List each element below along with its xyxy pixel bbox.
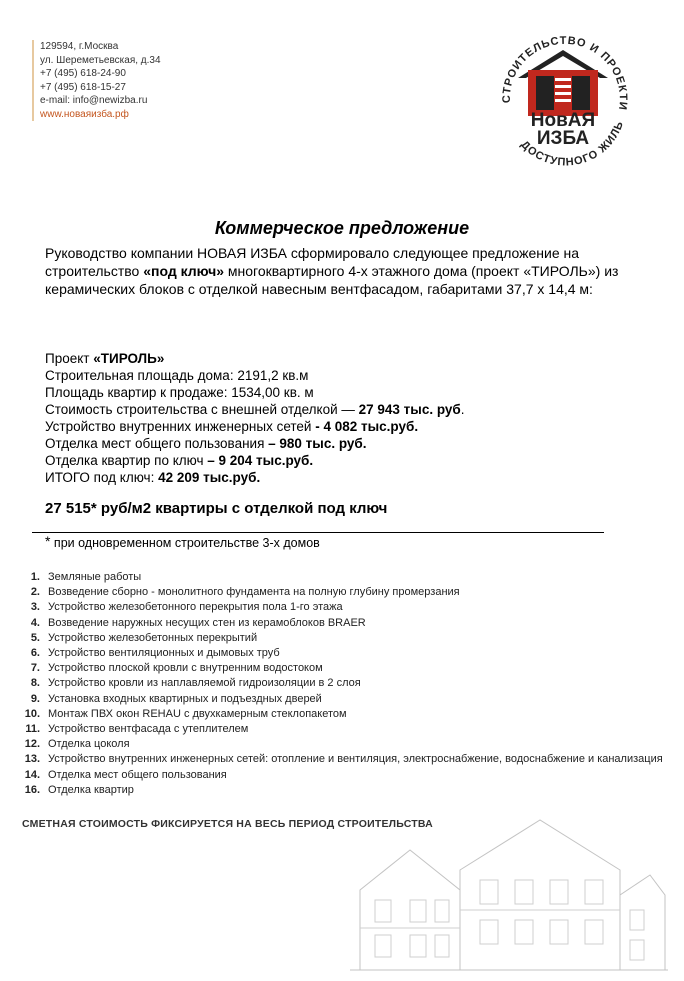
work-item: [18, 752, 663, 767]
address-line-1: 129594, г.Москва: [40, 41, 119, 52]
spec-project: Проект «ТИРОЛЬ»: [45, 351, 165, 366]
intro-bold: «под ключ»: [143, 263, 225, 279]
company-logo: [488, 18, 638, 168]
work-item-number: 4.: [30, 616, 40, 629]
work-item-text: Отделка цоколя: [48, 738, 130, 751]
spec-common: Отделка мест общего пользования – 980 тыс. руб.: [45, 436, 367, 451]
svg-text:НовАЯ: НовАЯ: [530, 110, 596, 131]
work-item: [18, 600, 663, 615]
svg-text:ИЗБА: ИЗБА: [536, 128, 590, 149]
work-item-number: 14.: [24, 768, 40, 781]
address-line-2: ул. Шереметьевская, д.34: [40, 54, 161, 66]
work-item-text: Устройство железобетонных перекрытий: [48, 631, 258, 644]
work-item: [18, 722, 663, 737]
work-item-text: Монтаж ПВХ окон REHAU с двухкамерным стеклопакетом: [48, 707, 347, 720]
intro-paragraph: [45, 244, 645, 298]
work-item-text: Устройство железобетонного перекрытия пола 1-го этажа: [48, 601, 343, 614]
work-item: [18, 768, 663, 783]
work-item-text: Возведение сборно - монолитного фундамента на полную глубину промерзания: [48, 586, 460, 599]
work-item-text: Отделка квартир: [48, 783, 134, 796]
spec-networks: Устройство внутренних инженерных сетей - 4 082 тыс.руб.: [45, 419, 419, 434]
building-sketch-image: [340, 800, 670, 975]
work-item-number: 2.: [30, 586, 40, 599]
work-item-text: Устройство плоской кровли с внутренним водостоком: [48, 662, 323, 675]
contact-block: [32, 40, 161, 121]
page-title: Коммерческое предложение: [214, 218, 470, 238]
work-item-text: Земляные работы: [48, 571, 142, 583]
spec-area: Строительная площадь дома: 2191,2 кв.м: [45, 368, 309, 383]
work-item-number: 3.: [30, 601, 40, 614]
work-item-text: Установка входных квартирных и подъездных дверей: [48, 692, 322, 705]
spec-turnkey: Отделка квартир по ключ – 9 204 тыс.руб.: [45, 453, 314, 468]
work-item: [18, 783, 663, 798]
work-item-number: 7.: [30, 662, 40, 675]
work-item: [18, 570, 663, 585]
fixed-price-note: СМЕТНАЯ СТОИМОСТЬ ФИКСИРУЕТСЯ НА ВЕСЬ ПЕРИОД СТРОИТЕЛЬСТВА: [22, 818, 433, 830]
spec-cost: Стоимость строительства с внешней отделкой — 27 943 тыс. руб.: [45, 402, 465, 417]
intro-text-1: Руководство компании НОВАЯ ИЗБА сформировало следующее предложение на строительство: [45, 245, 580, 279]
work-item: [18, 737, 663, 752]
work-item-number: 13.: [24, 753, 40, 766]
work-item-number: 12.: [24, 738, 40, 751]
work-item-text: Устройство вентфасада с утеплителем: [48, 723, 249, 736]
email[interactable]: e-mail: info@newizba.ru: [40, 95, 148, 106]
work-item-number: 11.: [25, 723, 40, 736]
work-item: [18, 646, 663, 661]
work-item-text: Отделка мест общего пользования: [48, 768, 227, 781]
svg-text:ДОСТУПНОГО ЖИЛЬЯ: ДОСТУПНОГО ЖИЛЬ: [518, 119, 627, 168]
price-per-m2: 27 515* руб/м2 квартиры с отделкой под ключ: [45, 500, 388, 517]
work-item-text: Устройство внутренних инженерных сетей: отопление и вентиляция, электроснабжение, водоснабжение и канализация: [48, 753, 663, 766]
work-item-text: Возведение наружных несущих стен из керамоблоков BRAER: [48, 616, 366, 629]
work-item-number: 16.: [24, 783, 40, 796]
divider: [32, 532, 604, 533]
work-item: [18, 692, 663, 707]
project-specs: [45, 350, 465, 486]
work-item: [18, 616, 663, 631]
phone-2: +7 (495) 618-15-27: [40, 81, 126, 93]
work-item-number: 6.: [30, 647, 40, 660]
works-list: [18, 570, 663, 798]
work-item: [18, 707, 663, 722]
work-item-number: 10.: [24, 707, 40, 720]
work-item-text: Устройство вентиляционных и дымовых труб: [48, 647, 280, 660]
work-item-number: 8.: [30, 677, 40, 690]
work-item: [18, 631, 663, 646]
work-item-text: Устройство кровли из наплавляемой гидроизоляции в 2 слоя: [48, 677, 361, 690]
work-item-number: 9.: [30, 692, 40, 705]
spec-total: ИТОГО под ключ: 42 209 тыс.руб.: [45, 470, 261, 485]
spec-sale-area: Площадь квартир к продаже: 1534,00 кв. м: [45, 385, 314, 400]
work-item: [18, 676, 663, 691]
work-item: [18, 661, 663, 676]
work-item-number: 5.: [30, 631, 40, 644]
website-link[interactable]: www.новаяизба.рф: [40, 108, 129, 120]
phone-1: +7 (495) 618-24-90: [40, 68, 126, 79]
work-item: [18, 585, 663, 600]
footnote: * при одновременном строительстве 3-х домов: [45, 533, 320, 550]
work-item-number: 1.: [30, 571, 40, 583]
svg-text:СТРОИТЕЛЬСТВО И ПРОЕКТИРОВАНИЕ: СТРОИТЕЛЬСТВО И ПРОЕКТИ: [500, 34, 629, 112]
intro-text-2: многоквартирного 4-х этажного дома (проект «ТИРОЛЬ») из керамических блоков с отделкой навесным вентфасадом, габаритами 37,7 х 14,4 м:: [45, 263, 619, 297]
